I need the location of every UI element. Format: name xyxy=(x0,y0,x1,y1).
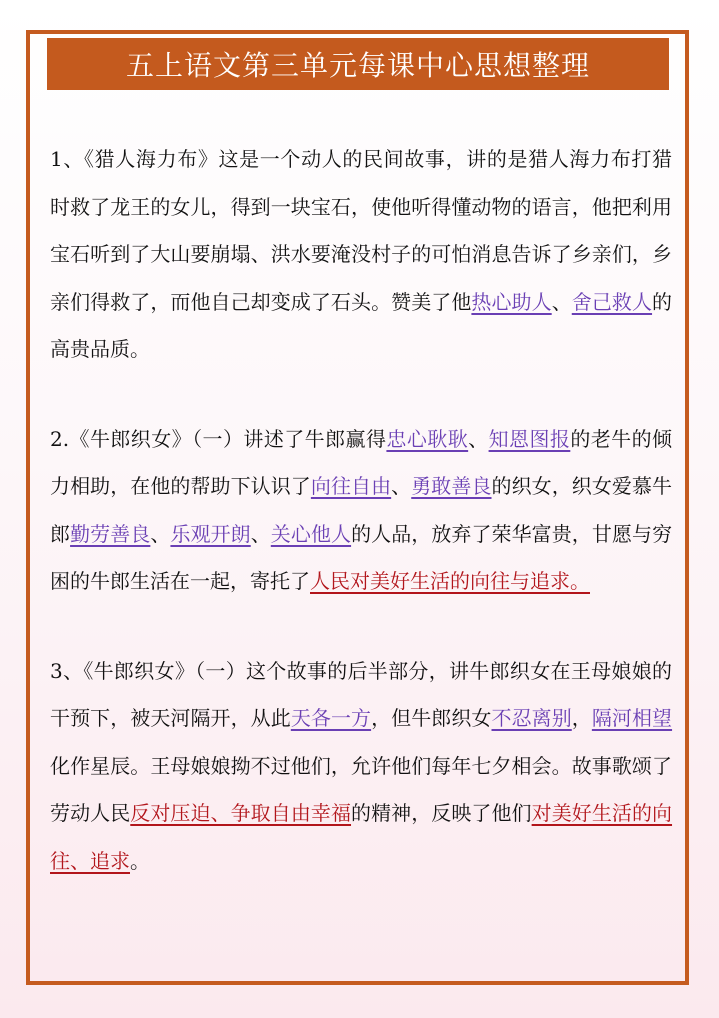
highlight-theme: 反对压迫、争取自由幸福 xyxy=(130,801,352,825)
text-segment: ， xyxy=(571,706,592,730)
highlight-keyword: 勇敢善良 xyxy=(411,474,492,498)
highlight-keyword: 忠心耿耿 xyxy=(386,426,469,451)
text-segment: 1、《猎人海力布》这是一个动人的民间故事，讲的是猎人海力布打猎时救了龙王的女儿，得到一块宝石，使他听得懂动物的语言，他把利用宝石听到了大山要崩塌、洪水要淹没村子的可怕消息告诉了乡亲们，乡亲们得救了，而他自己却变成了石头。赞美了他 xyxy=(50,147,672,314)
text-segment: ，但牛郎织女 xyxy=(371,706,492,730)
paragraph-2 xyxy=(50,416,672,606)
text-segment: 化作星辰。王母娘娘拗不过他们，允许他们每年七夕相会。故事歌颂了劳动人民 xyxy=(50,753,672,825)
highlight-keyword: 关心他人 xyxy=(270,521,352,546)
highlight-keyword: 热心助人 xyxy=(471,289,552,314)
text-segment: 、 xyxy=(250,521,271,546)
text-segment: 3、《牛郎织女》（一）这个故事的后半部分，讲牛郎织女在王母娘娘的干预下，被天河隔开，从此 xyxy=(50,658,672,730)
highlight-keyword: 天各一方 xyxy=(290,706,372,730)
text-segment: 的高贵品质。 xyxy=(50,289,673,361)
paragraph-3 xyxy=(50,648,672,886)
highlight-keyword: 勤劳善良 xyxy=(70,521,151,546)
highlight-keyword: 隔河相望 xyxy=(591,706,673,730)
text-segment: 、 xyxy=(150,521,171,546)
paragraph-1 xyxy=(50,136,672,374)
text-segment: 。 xyxy=(130,848,150,873)
text-segment: 、 xyxy=(468,426,489,451)
highlight-theme: 人民对美好生活的向往与追求。 xyxy=(310,569,590,593)
text-segment: 的老牛的倾力相助，在他的帮助下认识了 xyxy=(50,426,673,498)
text-segment: 的织女，织女爱慕牛郎 xyxy=(50,474,673,546)
highlight-keyword: 知恩图报 xyxy=(488,426,571,451)
highlight-keyword: 不忍离别 xyxy=(491,706,572,730)
text-segment: 的人品，放弃了荣华富贵，甘愿与穷困的牛郎生活在一起，寄托了 xyxy=(50,521,673,593)
text-segment: 2.《牛郎织女》（一）讲述了牛郎赢得 xyxy=(50,426,387,451)
highlight-keyword: 舍己救人 xyxy=(571,289,653,314)
highlight-keyword: 乐观开朗 xyxy=(170,521,251,546)
content-area xyxy=(50,136,672,927)
page-title: 五上语文第三单元每课中心思想整理 xyxy=(125,49,590,82)
text-segment: 、 xyxy=(551,289,572,314)
text-segment: 的精神，反映了他们 xyxy=(351,801,532,825)
highlight-theme: 对美好生活的向往、追求 xyxy=(50,801,673,873)
title-banner xyxy=(47,38,669,90)
highlight-keyword: 向往自由 xyxy=(310,474,392,498)
text-segment: 、 xyxy=(391,474,412,498)
